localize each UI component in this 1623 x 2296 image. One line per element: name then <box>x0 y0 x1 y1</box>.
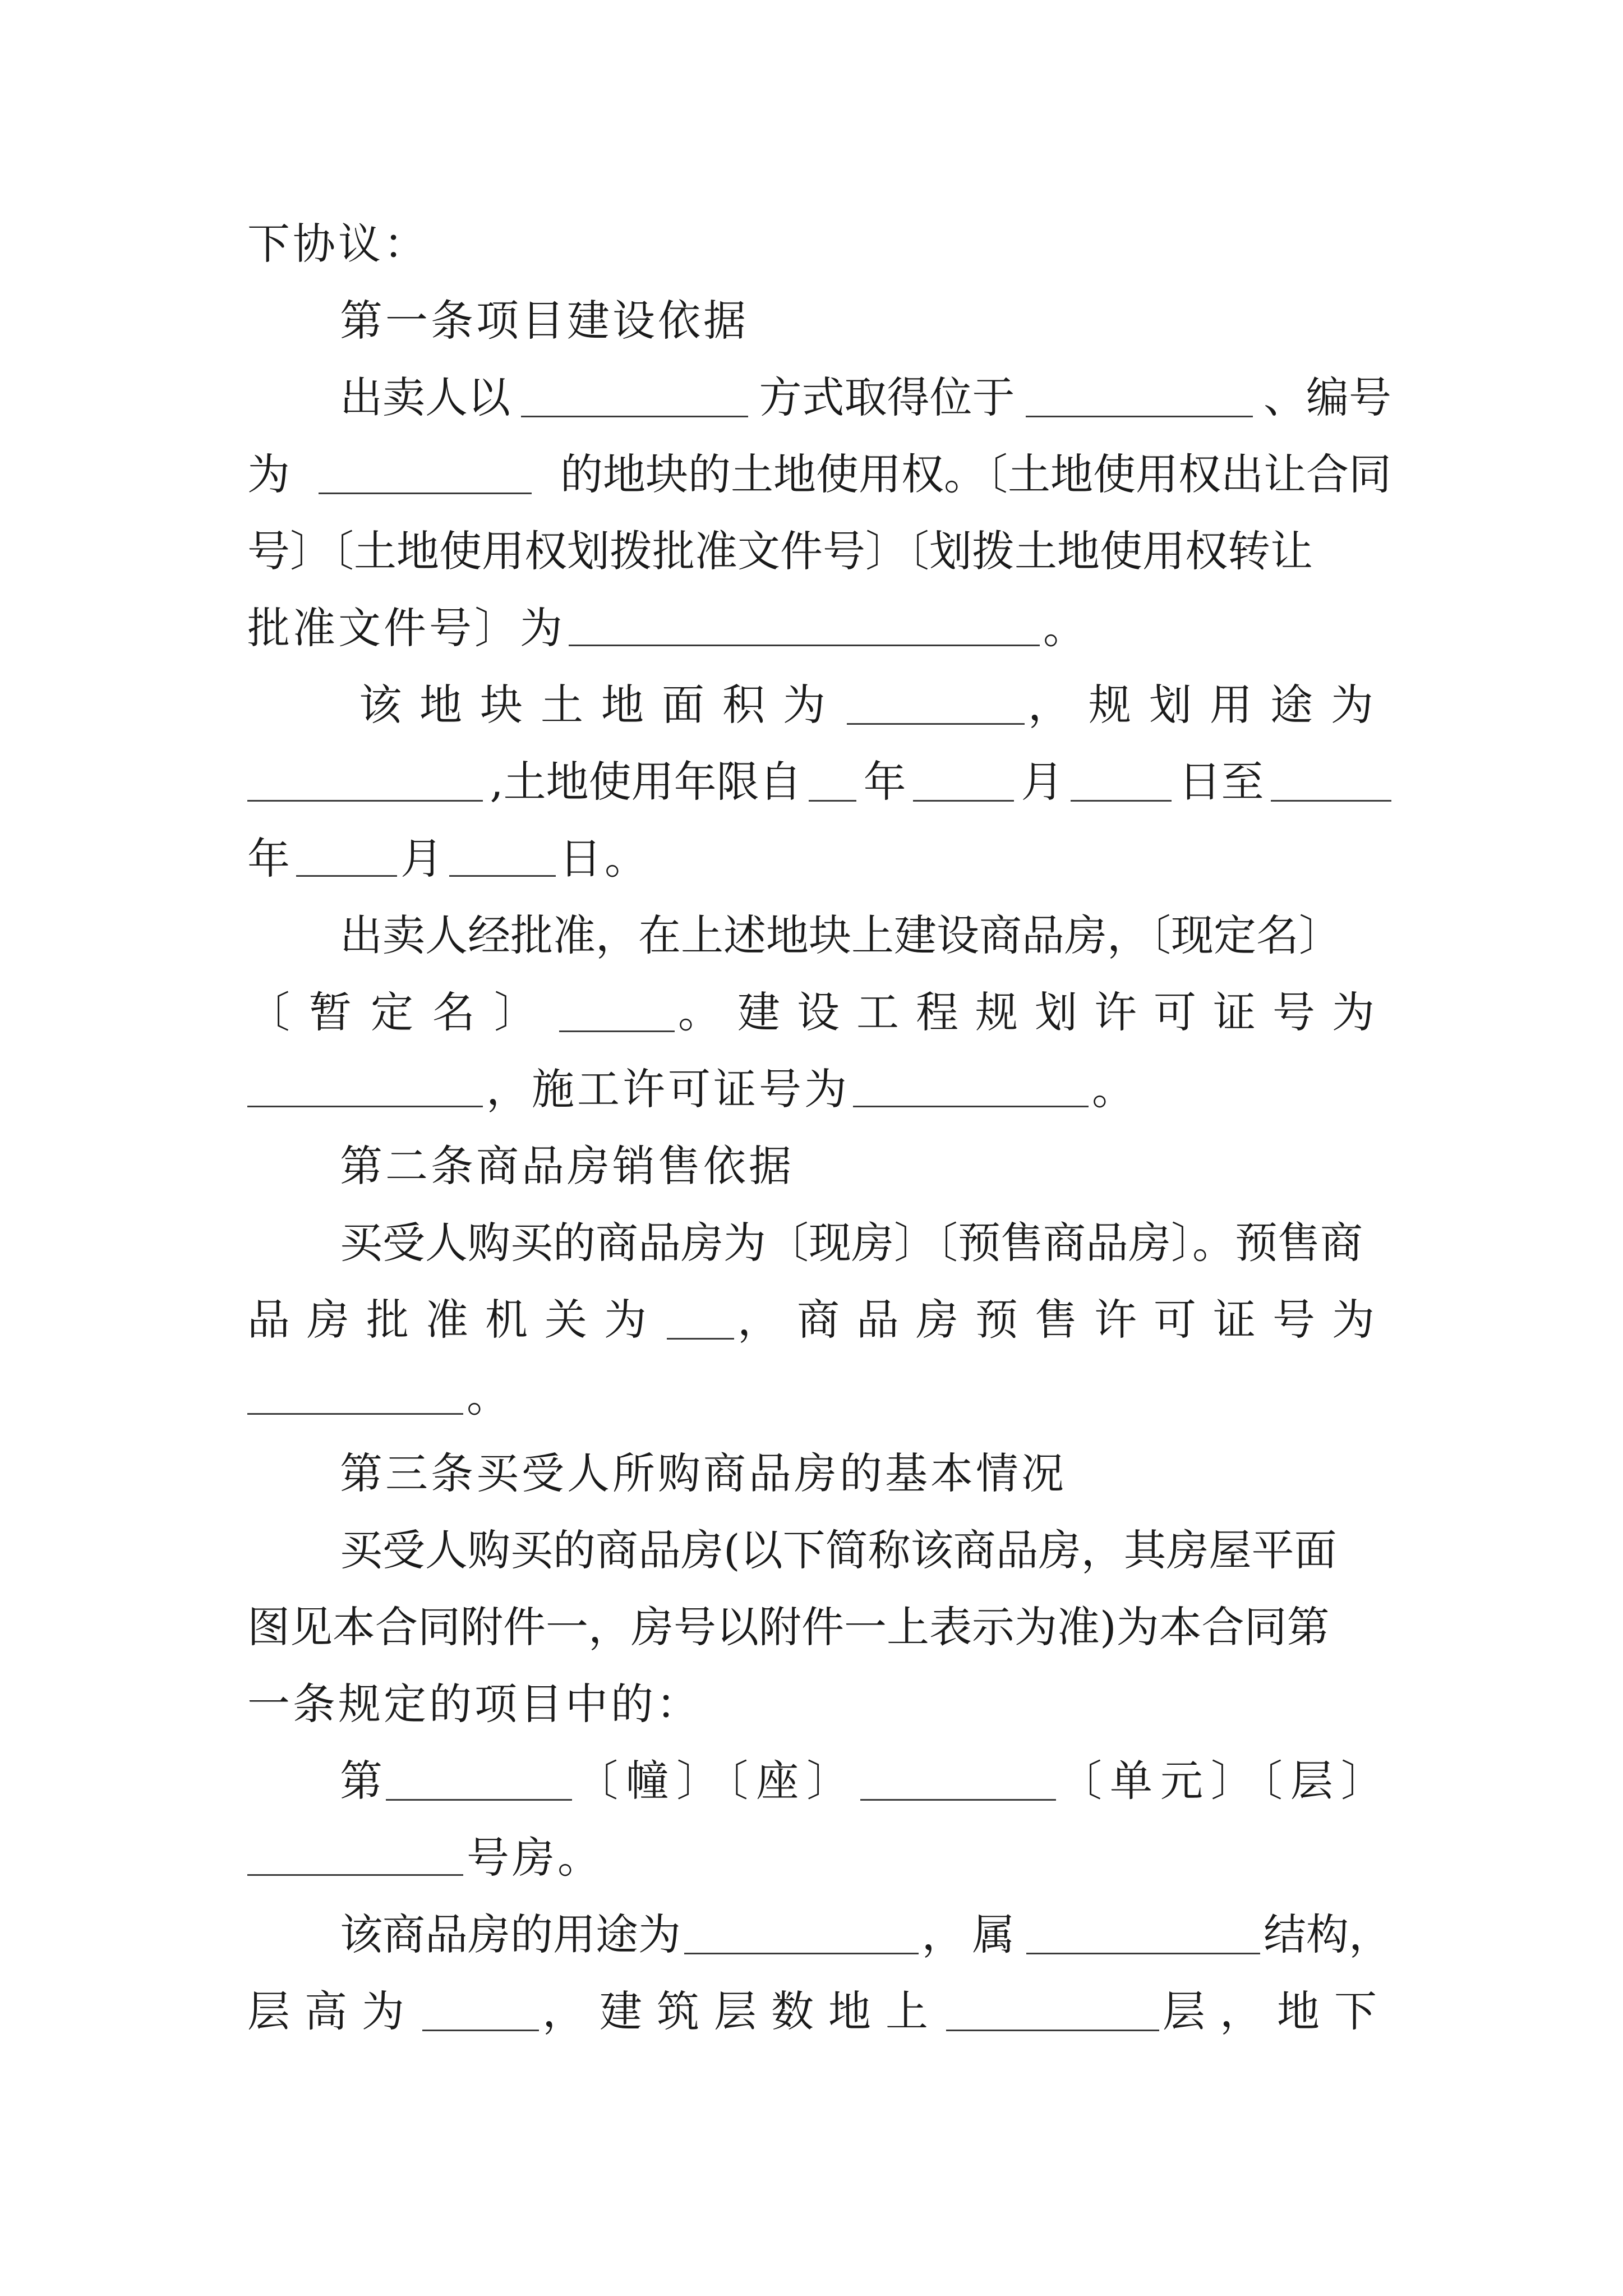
blank-floor-height <box>422 1993 539 2031</box>
blank-structure-type <box>1026 1916 1261 1954</box>
text-line-3 <box>340 367 1391 429</box>
line-6-text-a: 批准文件号〕为 <box>247 603 565 653</box>
blank-start-year <box>809 763 856 802</box>
line-14-text: 买受人购买的商品房为〔现房〕〔预售商品房〕。预售商 <box>340 1218 1363 1268</box>
line-24-text-b: ，建筑层数地上 <box>542 1986 943 2036</box>
line-21-text-c: 〔单元〕〔层〕 <box>1059 1756 1391 1806</box>
text-line-12 <box>247 1059 1391 1120</box>
line-12-text-a: ，施工许可证号为 <box>486 1064 850 1114</box>
text-line-15 <box>247 1289 1391 1351</box>
text-line-7 <box>359 674 1391 736</box>
blank-presale-permit-number <box>247 1376 463 1415</box>
blank-end-month <box>296 838 397 877</box>
line-23-text-b: ，属 <box>921 1910 1023 1959</box>
line-11-text-a: 〔暂定名〕 <box>247 987 556 1037</box>
line-8-text-c: 月 <box>1021 757 1064 807</box>
text-line-10 <box>340 905 1391 967</box>
text-line-23 <box>340 1904 1391 1966</box>
line-23-text-a: 该商品房的用途为 <box>340 1910 681 1959</box>
line-15-text-b: ，商品房预售许可证号为 <box>737 1295 1391 1345</box>
text-line-22 <box>247 1827 1391 1889</box>
text-line-20: 一条规定的项目中的： <box>247 1679 702 1729</box>
blank-property-use <box>684 1916 919 1954</box>
article-3-heading: 第三条买受人所购商品房的基本情况 <box>340 1448 1067 1498</box>
blank-end-day <box>449 838 556 877</box>
blank-land-area <box>847 686 1025 725</box>
article-1-heading: 第一条项目建设依据 <box>340 296 749 346</box>
blank-end-year <box>1271 763 1391 802</box>
blank-building-number <box>386 1762 572 1801</box>
line-6-text-b: 。 <box>1043 603 1089 653</box>
line-8-text-d: 日至 <box>1178 757 1264 807</box>
blank-start-month <box>913 763 1014 802</box>
blank-floors-above-ground <box>946 1993 1159 2031</box>
blank-start-day <box>1071 763 1172 802</box>
line-4-text-b: 的地块的土地使用权。〔土地使用权出让合同 <box>560 449 1391 499</box>
line-9-text-a: 年 <box>247 834 293 884</box>
text-line-9 <box>247 828 1391 890</box>
line-16-text-a: 。 <box>467 1372 512 1421</box>
blank-approval-document-number <box>569 608 1040 646</box>
line-5-text: 号〕〔土地使用权划拨批准文件号〕〔划拨土地使用权转让 <box>247 526 1313 576</box>
line-3-text-c: 、编号 <box>1264 372 1391 422</box>
line-8-text-a: ,土地使用年限自 <box>490 757 802 807</box>
blank-unit-number <box>860 1762 1056 1801</box>
text-line-4 <box>247 444 1391 505</box>
blank-planning-permit-number <box>247 1069 483 1107</box>
line-21-text-b: 〔幢〕〔座〕 <box>575 1756 857 1806</box>
line-22-text-a: 号房。 <box>467 1833 603 1883</box>
blank-room-number <box>247 1837 463 1876</box>
line-7-text-a: 该地块土地面积为 <box>359 680 843 730</box>
line-3-text-b: 方式取得位于 <box>759 372 1015 422</box>
line-21-text-a: 第 <box>340 1756 382 1806</box>
line-3-text-a: 出卖人以 <box>340 372 510 422</box>
line-24-text-c: 层，地下 <box>1163 1986 1391 2036</box>
text-line-1: 下协议： <box>247 219 429 269</box>
blank-construction-permit-number <box>853 1069 1089 1107</box>
blank-land-location <box>1026 379 1253 417</box>
line-15-text-a: 品房批准机关为 <box>247 1295 663 1345</box>
line-19-text: 图见本合同附件一，房号以附件一上表示为准)为本合同第 <box>247 1602 1330 1652</box>
text-line-24 <box>247 1981 1391 2042</box>
text-line-6 <box>247 597 1391 659</box>
line-4-text-a: 为 <box>247 449 290 499</box>
line-24-text-a: 层高为 <box>247 1986 419 2036</box>
text-line-19 <box>247 1596 1391 1658</box>
text-line-14 <box>340 1212 1391 1274</box>
line-11-text-b: 。建设工程规划许可证号为 <box>678 987 1391 1037</box>
text-line-8 <box>247 751 1391 813</box>
article-2-heading: 第二条商品房销售依据 <box>340 1141 794 1191</box>
line-8-text-b: 年 <box>863 757 906 807</box>
blank-plot-number <box>319 455 532 494</box>
blank-planned-use <box>247 763 483 802</box>
blank-acquisition-method <box>521 379 748 417</box>
text-line-11 <box>247 982 1391 1043</box>
line-18-text: 买受人购买的商品房(以下简称该商品房，其房屋平面 <box>340 1525 1337 1575</box>
line-9-text-b: 月 <box>400 834 446 884</box>
text-line-16 <box>247 1366 1391 1428</box>
text-line-5 <box>247 521 1391 582</box>
line-12-text-b: 。 <box>1092 1064 1137 1114</box>
line-9-text-c: 日。 <box>559 834 650 884</box>
blank-project-name <box>559 993 675 1032</box>
line-7-text-b: ，规划用途为 <box>1028 680 1391 730</box>
text-line-21 <box>340 1750 1391 1812</box>
line-23-text-c: 结构， <box>1264 1910 1391 1959</box>
blank-presale-approval-authority <box>667 1301 734 1340</box>
line-10-text: 出卖人经批准，在上述地块上建设商品房，〔现定名〕 <box>340 910 1341 960</box>
text-line-18 <box>340 1520 1391 1581</box>
